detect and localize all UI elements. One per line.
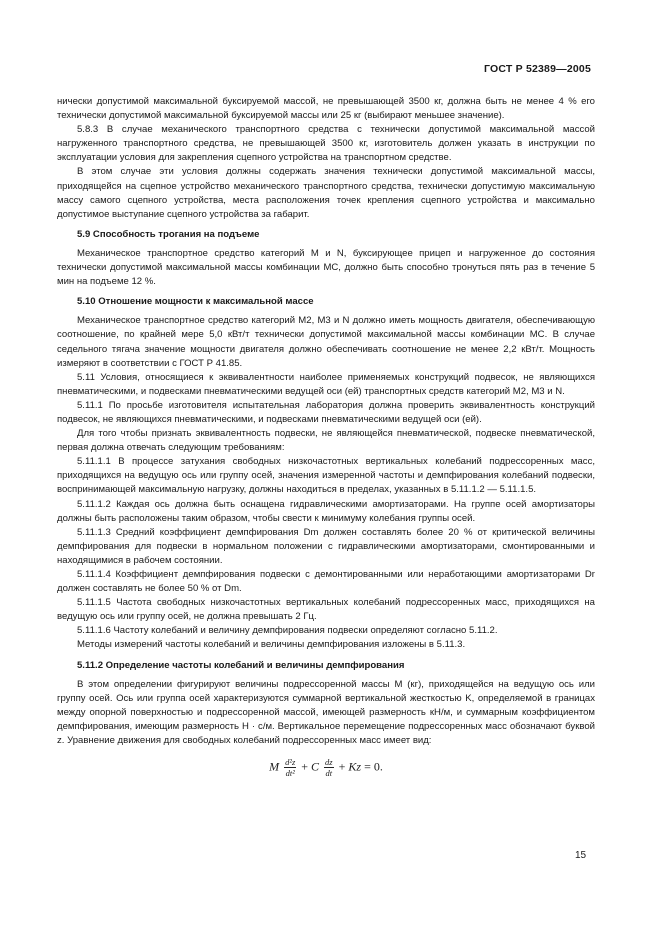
formula-dt: dt (325, 768, 333, 779)
paragraph-5-11-1-2: 5.11.1.2 Каждая ось должна быть оснащена гидравлическими амортизаторами. На группе осей амортизаторы должны быть расположены таким образом, чтобы свести к минимуму колебания группы осей. (57, 498, 595, 524)
paragraph-5-9: Механическое транспортное средство категорий M и N, буксирующее прицеп и нагруженное до состояния технически допустимой максимальной массы комбинации MC, должно быть способно тронуться пять раз в течение 5 мин на подъеме 12 %. (57, 247, 595, 288)
paragraph-5-8-3: 5.8.3 В случае механического транспортного средства с технически допустимой максимальной массой нагруженного транспортного средства, не превышающей 3500 кг, изготовитель должен указать в инструкции по эксплуатации условия для закрепления сцепного устройства на транспортном средстве. (57, 124, 595, 164)
paragraph-5-11-1: 5.11.1 По просьбе изготовителя испытательная лаборатория должна проверить эквивалентность конструкций подвесок, не являющихся пневматическими, и подвесками пневматическими ведущей оси (ей). (57, 399, 595, 425)
formula-plus-2: + (338, 759, 346, 774)
paragraph-5-11-2: В этом определении фигурируют величины подрессоренной массы M (кг), приходящейся на ведущую ось или группу осей. Ось или группа осей характеризуются суммарной вертикальной жесткостью K, определяемой в границах между опорной поверхностью и подрессоренной массой, имеющей размерность кН/м, и суммарным коэффициентом демпфирования, имеющим размерность Н · с/м. Вертикальное перемещение подрессоренных масс обозначают буквой z. Уравнение движения для свободных колебаний подрессоренных масс имеет вид: (57, 678, 595, 747)
formula-mass: M (269, 759, 280, 774)
page-number: 15 (575, 850, 587, 861)
paragraph-5-11-1-5: 5.11.1.5 Частота свободных низкочастотных вертикальных колебаний подрессоренных масс, приходящихся на ведущую ось или группу осей, не должна превышать 2 Гц. (57, 597, 595, 623)
formula-second-derivative (284, 757, 296, 778)
formula-equals-zero: = 0. (364, 759, 383, 774)
paragraph-5-11-1-6: 5.11.1.6 Частоту колебаний и величину демпфирования подвески определяют согласно 5.11.2. (77, 625, 498, 637)
paragraph-5-11-1-4: 5.11.1.4 Коэффициент демпфирования подвески с демонтированными или неработающими амортизаторами Dr должен составлять не более 50 % от Dm. (57, 569, 595, 595)
paragraph-5-11-1-6-methods: Методы измерений частоты колебаний и величины демпфирования изложены в 5.11.3. (77, 639, 466, 651)
formula-stiffness-term: Kz (348, 759, 362, 774)
formula-dt2: dt² (285, 768, 295, 779)
formula-d2z: d²z (285, 757, 296, 768)
equation-of-motion (57, 757, 595, 778)
standard-header: ГОСТ Р 52389—2005 (483, 63, 591, 75)
paragraph-5-11-1-1: 5.11.1.1 В процессе затухания свободных низкочастотных вертикальных колебаний подрессоренных масс, приходящихся на ведущую ось или группу осей, значения измеренной частоты и демпфирования колебаний подвески, воспринимающей максимальную нагрузку, должны находиться в пределах, указанных в 5.11.1.2 — 5.11.1.5. (57, 456, 595, 496)
formula-plus-1: + (301, 759, 309, 774)
document-body (57, 95, 595, 778)
paragraph-5-8-3-conditions: В этом случае эти условия должны содержать значения технически допустимой максимальной массы, приходящейся на сцепное устройство механического транспортного средства, технически допустимую максимальную массу самого сцепного устройства, места расположения точек крепления сцепного устройства и максимально допустимое выступание сцепного устройства за габарит. (57, 166, 595, 220)
formula-first-derivative (324, 757, 334, 778)
section-heading-5-9: 5.9 Способность трогания на подъеме (77, 228, 260, 240)
paragraph-5-11-1-3: 5.11.1.3 Средний коэффициент демпфирования Dm должен составлять более 20 % от критической величины демпфирования для подвески в нормальном положении с гидравлическими амортизаторами, смонтированными и находящимися в рабочем состоянии. (57, 526, 595, 566)
paragraph-5-10: Механическое транспортное средство категорий M2, M3 и N должно иметь мощность двигателя, обеспечивающую соотношение, по крайней мере 5,0 кВт/т технически допустимой максимальной массы комбинации MC. В случае седельного тягача значение мощности двигателя должно обеспечивать соотношение не менее 2,2 кВт/т. Мощность измеряют в соответствии с ГОСТ Р 41.85. (57, 315, 595, 369)
paragraph-continuation: нически допустимой максимальной буксируемой массой, не превышающей 3500 кг, должна быть не менее 4 % его технически допустимой максимальной буксируемой массы или 25 кг (выбирают меньшее значение). (57, 96, 595, 122)
formula-damping: C (311, 759, 320, 774)
section-heading-5-11-2: 5.11.2 Определение частоты колебаний и величины демпфирования (77, 659, 405, 671)
formula-dz: dz (325, 757, 333, 768)
section-heading-5-10: 5.10 Отношение мощности к максимальной массе (77, 296, 314, 308)
paragraph-5-11-1-requirements: Для того чтобы признать эквивалентность подвески, не являющейся пневматической, подвеске пневматической, первая должна отвечать следующим требованиям: (57, 428, 595, 454)
paragraph-5-11: 5.11 Условия, относящиеся к эквивалентности наиболее применяемых конструкций подвесок, не являющихся пневматическими, и подвесками пневматическими ведущей оси (ей) транспортных средств категорий M2, M3 и N. (57, 371, 595, 397)
